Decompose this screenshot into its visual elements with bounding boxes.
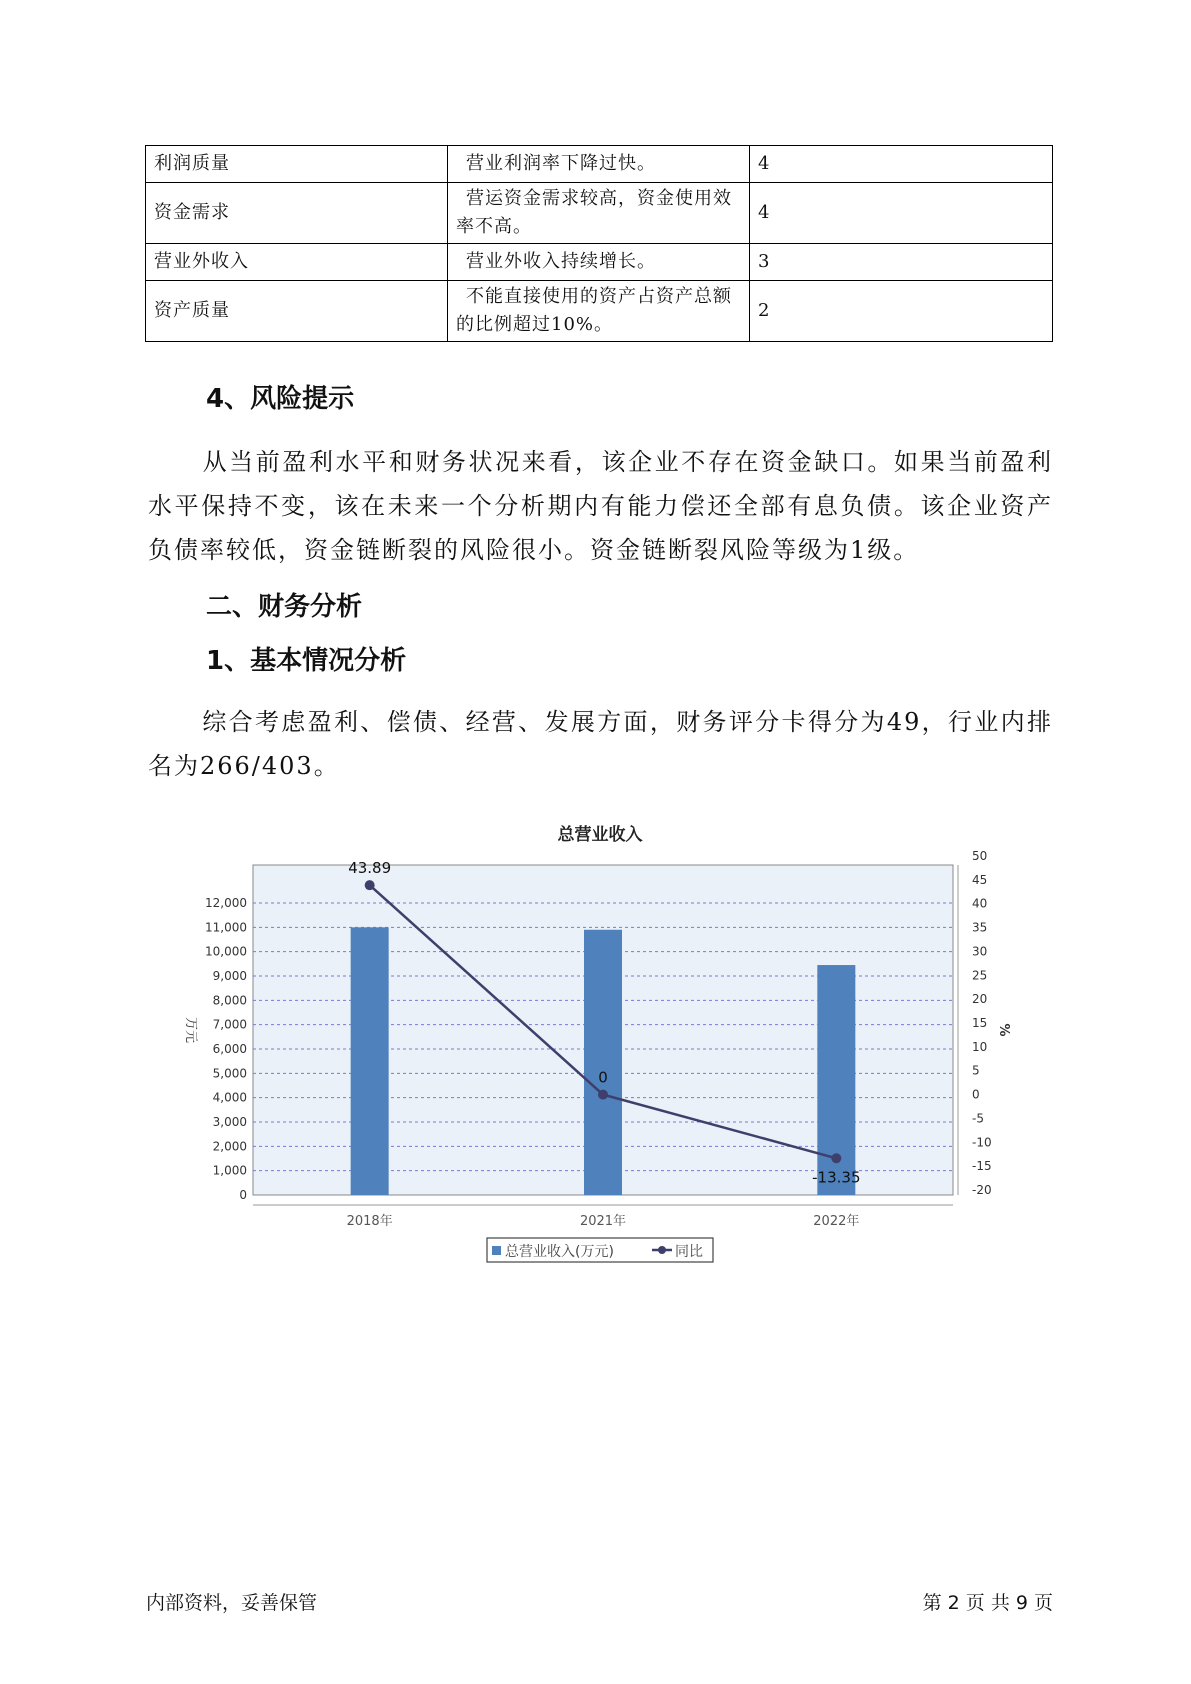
y-tick-label: 3,000 bbox=[212, 1115, 247, 1129]
bar bbox=[351, 927, 389, 1195]
data-label: 43.89 bbox=[348, 859, 392, 878]
y2-tick-label: 25 bbox=[972, 968, 988, 983]
table-row bbox=[146, 281, 1053, 342]
y-tick-label: 11,000 bbox=[205, 920, 247, 935]
y2-tick-label: 10 bbox=[972, 1039, 988, 1054]
y2-tick-label: -5 bbox=[972, 1111, 984, 1126]
footer-left: 内部资料，妥善保管 bbox=[146, 1592, 318, 1614]
y2-tick-label: 45 bbox=[972, 872, 988, 887]
data-label: 0 bbox=[598, 1068, 608, 1087]
table-cell-score: 3 bbox=[750, 244, 1053, 281]
y2-tick-label: -10 bbox=[972, 1135, 992, 1150]
table-row bbox=[146, 183, 1053, 244]
footer-page-number: 第 2 页 共 9 页 bbox=[922, 1592, 1053, 1614]
left-axis-ticks bbox=[205, 896, 247, 1202]
desc-text: 不能直接使用的资产占资产总额的比例超过10%。 bbox=[456, 286, 732, 335]
line-point bbox=[831, 1153, 841, 1163]
basic-heading: 1、基本情况分析 bbox=[206, 646, 407, 676]
y-tick-label: 12,000 bbox=[205, 896, 247, 910]
y-tick-label: 4,000 bbox=[212, 1090, 247, 1105]
y-tick-label: 10,000 bbox=[205, 944, 247, 959]
bar bbox=[584, 930, 622, 1195]
line-point bbox=[365, 880, 375, 890]
desc-text: 营业外收入持续增长。 bbox=[466, 251, 656, 272]
y2-tick-label: 0 bbox=[972, 1087, 980, 1102]
table-cell-desc bbox=[448, 183, 750, 244]
table-cell-item: 利润质量 bbox=[146, 146, 448, 183]
table-row bbox=[146, 244, 1053, 281]
y-tick-label: 0 bbox=[239, 1188, 247, 1202]
y-tick-label: 8,000 bbox=[212, 993, 247, 1008]
y2-tick-label: 35 bbox=[972, 920, 988, 935]
y-axis-label: 万元 bbox=[183, 1016, 198, 1044]
table-cell-desc bbox=[448, 244, 750, 281]
y2-axis-label: % bbox=[996, 1023, 1011, 1037]
data-label: -13.35 bbox=[812, 1168, 861, 1187]
y-tick-label: 7,000 bbox=[212, 1017, 247, 1032]
table-cell-item: 资产质量 bbox=[146, 281, 448, 342]
desc-text: 营运资金需求较高，资金使用效率不高。 bbox=[456, 188, 732, 237]
right-axis-ticks bbox=[972, 849, 992, 1197]
legend-line-marker bbox=[658, 1246, 666, 1254]
desc-text: 营业利润率下降过快。 bbox=[466, 153, 656, 174]
risk-text: 从当前盈利水平和财务状况来看，该企业不存在资金缺口。如果当前盈利水平保持不变，该在未来一个分析期内有能力偿还全部有息负债。该企业资产负债率较低，资金链断裂的风险很小。资金链断裂风险等级为1级。 bbox=[148, 448, 1053, 564]
x-axis-ticks bbox=[347, 1213, 860, 1229]
table-cell-item: 资金需求 bbox=[146, 183, 448, 244]
y2-tick-label: -20 bbox=[972, 1183, 992, 1197]
table-cell-desc bbox=[448, 146, 750, 183]
y2-tick-label: -15 bbox=[972, 1159, 992, 1174]
y2-tick-label: 20 bbox=[972, 992, 988, 1007]
y2-tick-label: 30 bbox=[972, 944, 988, 959]
finance-heading: 二、财务分析 bbox=[206, 592, 363, 622]
table-cell-item: 营业外收入 bbox=[146, 244, 448, 281]
table-cell-score: 4 bbox=[750, 183, 1053, 244]
x-tick-label: 2022年 bbox=[813, 1214, 860, 1229]
y-tick-label: 6,000 bbox=[212, 1042, 247, 1056]
chart-legend bbox=[487, 1238, 713, 1262]
legend-bar-label: 总营业收入(万元) bbox=[505, 1244, 614, 1260]
x-tick-label: 2018年 bbox=[346, 1214, 393, 1229]
table-cell-score: 2 bbox=[750, 281, 1053, 342]
table-cell-score: 4 bbox=[750, 146, 1053, 183]
revenue-chart bbox=[0, 810, 1191, 1280]
chart-title: 总营业收入 bbox=[557, 825, 643, 845]
y-tick-label: 2,000 bbox=[212, 1139, 247, 1154]
risk-paragraph bbox=[148, 440, 1053, 572]
basic-paragraph bbox=[148, 700, 1053, 788]
y2-tick-label: 5 bbox=[972, 1063, 980, 1078]
risk-heading: 4、风险提示 bbox=[206, 384, 355, 414]
line-point bbox=[598, 1090, 608, 1100]
y-tick-label: 5,000 bbox=[212, 1066, 247, 1081]
table-cell-desc bbox=[448, 281, 750, 342]
y2-tick-label: 15 bbox=[972, 1016, 988, 1030]
evaluation-table bbox=[145, 145, 1053, 342]
y2-tick-label: 40 bbox=[972, 896, 988, 911]
x-tick-label: 2021年 bbox=[579, 1214, 627, 1229]
y2-tick-label: 50 bbox=[972, 849, 988, 863]
y-tick-label: 1,000 bbox=[212, 1163, 247, 1178]
basic-text: 综合考虑盈利、偿债、经营、发展方面，财务评分卡得分为49，行业内排名为266/403。 bbox=[148, 708, 1053, 780]
y-tick-label: 9,000 bbox=[212, 969, 247, 983]
legend-line-label: 同比 bbox=[675, 1244, 703, 1260]
legend-bar-swatch bbox=[492, 1246, 501, 1255]
table-row bbox=[146, 146, 1053, 183]
